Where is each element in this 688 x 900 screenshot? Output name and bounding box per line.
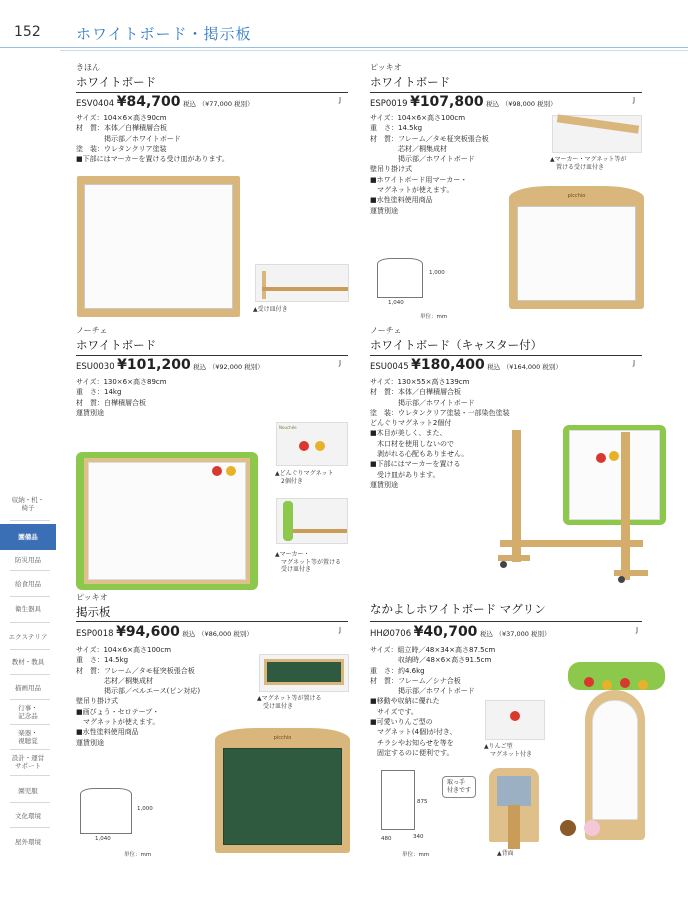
product-specs: サイズ：104×6×高さ100cm 重 さ：14.5kg 材 質：フレーム／タモ柾突板張合板 芯材／桐集成材 掲示部／ベルエース(ピン対応) 壁吊り掛け式 ■画びょう・セロテープ・ マグネットが使えます。 ■水性塗料使用商品 運賃別途 [76, 646, 201, 747]
product-divider [370, 92, 642, 93]
sidebar-divider [10, 674, 50, 675]
sidebar-divider [10, 802, 50, 803]
sidebar-divider [10, 649, 50, 650]
tax-excluded-price: （¥37,000 税別） [495, 630, 551, 638]
dimension-height: 1,000 [137, 806, 153, 812]
j-mark-icon: J [633, 359, 636, 367]
image-caption: ▲どんぐりマグネット 2個付き [275, 470, 334, 485]
product-name: 掲示板 [76, 605, 111, 619]
image-caption: ▲りんご型 マグネット付き [484, 743, 532, 758]
sidebar-item-teaching[interactable]: 教材・教具 [11, 658, 45, 666]
j-mark-icon: J [339, 626, 342, 634]
tax-excluded-price: （¥164,000 税別） [502, 363, 562, 371]
product-divider [76, 355, 348, 356]
sidebar-divider [10, 724, 50, 725]
product-kihon-whiteboard [76, 62, 156, 90]
dimension-depth: 340 [413, 834, 424, 840]
caster-wheel-icon [618, 576, 625, 583]
picchio-whiteboard-image [509, 186, 644, 309]
dimension-width: 1,040 [388, 300, 404, 306]
product-picchio-whiteboard [370, 62, 450, 90]
tax-excluded-price: （¥77,000 税別） [198, 100, 254, 108]
acorn-magnet-icon [609, 451, 619, 461]
caster-wheel-icon [500, 561, 507, 568]
sidebar-item-storage[interactable]: 収納・机・ 椅子 [11, 496, 45, 512]
product-brand: ピッキオ [370, 63, 402, 72]
j-mark-icon: J [339, 359, 342, 367]
image-caption: ▲マーカー・ マグネット等が置ける 受け皿付き [275, 551, 341, 573]
acorn-magnet-icon [596, 453, 606, 463]
bear-figure-icon [560, 820, 576, 836]
price-line [76, 94, 254, 110]
price-line [370, 624, 550, 640]
product-name: なかよしホワイトボード マグリン [370, 602, 546, 616]
sidebar-divider [10, 827, 50, 828]
rabbit-figure-icon [584, 820, 600, 836]
tax-excluded-price: （¥98,000 税別） [501, 100, 557, 108]
sidebar-item-events[interactable]: 行事・ 記念品 [18, 704, 38, 720]
product-price: ¥107,800 [410, 94, 484, 110]
acorn-magnet-icon [226, 466, 236, 476]
product-code: ESP0019 [370, 99, 408, 109]
image-caption: ▲マグネット等が置ける 受け皿付き [257, 695, 322, 710]
product-magrin-whiteboard [370, 600, 546, 617]
apple-magnet-detail-image [485, 700, 545, 740]
product-divider [370, 355, 642, 356]
product-brand: ノーチェ [370, 326, 402, 335]
sidebar-divider [10, 699, 50, 700]
sidebar-divider [10, 570, 50, 571]
dimension-width: 480 [381, 836, 392, 842]
sidebar-divider [10, 596, 50, 597]
product-specs: サイズ：130×55×高さ139cm 材 質：本体／白樺積層合板 掲示部／ホワイトボード 塗 装：ウレタンクリア塗装・一部染色塗装 どんぐりマグネット2個付 ■木目が美しく、また、 木口材を使用しないので 剥がれる心配もありません。 ■下部にはマーカーを置ける 受け皿があります。 運賃別途 [370, 378, 510, 489]
nouche-logo: Nouchée [279, 425, 297, 430]
unit-label: 単位：mm [420, 314, 448, 320]
dimension-width: 1,040 [95, 836, 111, 842]
unit-label: 単位：mm [124, 852, 152, 858]
product-price: ¥84,700 [116, 94, 181, 110]
product-code: ESU0045 [370, 362, 409, 372]
sidebar-item-hygiene[interactable]: 衛生器具 [15, 605, 41, 613]
image-caption: ▲マーカー・マグネット等が 置ける受け皿付き [550, 156, 627, 171]
tray-detail-image [276, 498, 348, 544]
product-divider [76, 92, 348, 93]
sidebar-divider [10, 749, 50, 750]
sidebar-item-outdoor[interactable]: 屋外環境 [15, 838, 41, 846]
price-line [76, 624, 253, 640]
acorn-magnet-icon [212, 466, 222, 476]
product-divider [370, 621, 642, 622]
tax-excluded-price: （¥92,000 税別） [208, 363, 264, 371]
tray-detail-image [259, 654, 349, 692]
sidebar-item-food[interactable]: 給食用品 [15, 580, 41, 588]
picchio-logo: picchio [567, 193, 586, 199]
whiteboard-image [77, 176, 240, 317]
sidebar-item-uniform[interactable]: 園児服 [18, 787, 38, 795]
product-name: ホワイトボード [76, 75, 157, 89]
tax-excluded-price: （¥86,000 税別） [197, 630, 253, 638]
nouche-whiteboard-image [76, 452, 258, 590]
tax-included: 税込 [183, 100, 197, 108]
j-mark-icon: J [636, 626, 639, 634]
price-line [370, 357, 562, 373]
dimension-drawing [381, 770, 415, 830]
sidebar-item-culture[interactable]: 文化環境 [15, 812, 41, 820]
bulletin-board-image [215, 728, 350, 853]
product-code: ESV0404 [76, 99, 115, 109]
j-mark-icon: J [339, 96, 342, 104]
sidebar-item-disaster[interactable]: 防災用品 [15, 556, 41, 564]
sidebar-divider [10, 775, 50, 776]
j-mark-icon: J [633, 96, 636, 104]
tray-detail-image [255, 264, 349, 302]
image-caption: ▲受け皿付き [253, 306, 288, 313]
product-code: ESU0030 [76, 362, 115, 372]
product-specs: サイズ：130×6×高さ89cm 重 さ：14kg 材 質：白樺積層合板 運賃別途 [76, 378, 167, 417]
product-nouche-whiteboard [76, 325, 156, 353]
product-nouche-caster-whiteboard [370, 325, 542, 353]
sidebar-item-music[interactable]: 楽器・ 視聴覚 [18, 729, 38, 745]
title-divider [0, 47, 688, 48]
tax-included: 税込 [479, 630, 493, 638]
product-name: ホワイトボード [370, 75, 451, 89]
product-specs: サイズ：組立時／48×34×高さ87.5cm 収納時／48×6×高さ91.5cm 重 さ：約4.6kg 材 質：フレーム／シナ合板 掲示部／ホワイトボード ■移動や収納に優れた サイズです。 ■可愛いりんご型の マグネット(4個)が付き、 チラシやお知らせを等を 固定するのに便利です。 [370, 646, 496, 757]
product-specs: サイズ：104×6×高さ90cm 材 質：本体／白樺積層合板 掲示部／ホワイトボード 塗 装：ウレタンクリア塗装 ■下部にはマーカーを置ける受け皿があります。 [76, 114, 229, 164]
sidebar-item-exterior[interactable]: エクステリア [8, 633, 48, 641]
title-divider-secondary [60, 50, 688, 51]
product-brand: ノーチェ [76, 326, 108, 335]
product-specs: サイズ：104×6×高さ100cm 重 さ：14.5kg 材 質：フレーム／タモ柾突板張合板 芯材／桐集成材 掲示部／ホワイトボード 壁吊り掛け式 ■ホワイトボード用マーカー・ マグネットが使えます。 ■水性塗料使用商品 運賃別途 [370, 114, 489, 215]
dimension-drawing [80, 788, 132, 834]
price-line [76, 357, 264, 373]
sidebar-divider [10, 520, 50, 521]
dimension-height: 1,000 [429, 270, 445, 276]
product-name: ホワイトボード [76, 338, 157, 352]
product-price: ¥94,600 [116, 624, 180, 640]
tax-included: 税込 [487, 363, 501, 371]
sidebar-item-design[interactable]: 設計・運営 サポート [11, 754, 45, 770]
magnet-detail-image [276, 422, 348, 466]
sidebar-item-drawing[interactable]: 描画用品 [15, 684, 41, 692]
product-name: ホワイトボード（キャスター付） [370, 338, 543, 352]
sidebar-divider [10, 622, 50, 623]
tax-included: 税込 [182, 630, 196, 638]
dimension-height: 875 [417, 799, 428, 805]
page-number: 152 [14, 24, 41, 40]
product-price: ¥101,200 [117, 357, 191, 373]
price-line [370, 94, 557, 110]
handle-callout: 取っ手 付きです [442, 776, 476, 798]
tax-included: 税込 [193, 363, 207, 371]
product-picchio-bulletin-board [76, 592, 111, 620]
product-code: ESP0018 [76, 629, 114, 639]
product-brand: きほん [76, 63, 100, 72]
sidebar-item-equipment[interactable]: 園備品 [0, 524, 56, 550]
tray-detail-image [552, 115, 642, 153]
unit-label: 単位：mm [402, 852, 430, 858]
product-brand: ピッキオ [76, 593, 108, 602]
dimension-drawing [377, 258, 423, 298]
product-divider [76, 621, 348, 622]
product-code: HHØ0706 [370, 629, 412, 639]
product-price: ¥180,400 [411, 357, 485, 373]
product-price: ¥40,700 [413, 624, 478, 640]
page-title: ホワイトボード・掲示板 [76, 25, 252, 43]
image-caption: ▲背面 [497, 850, 514, 857]
tax-included: 税込 [486, 100, 500, 108]
picchio-logo: picchio [273, 735, 292, 741]
